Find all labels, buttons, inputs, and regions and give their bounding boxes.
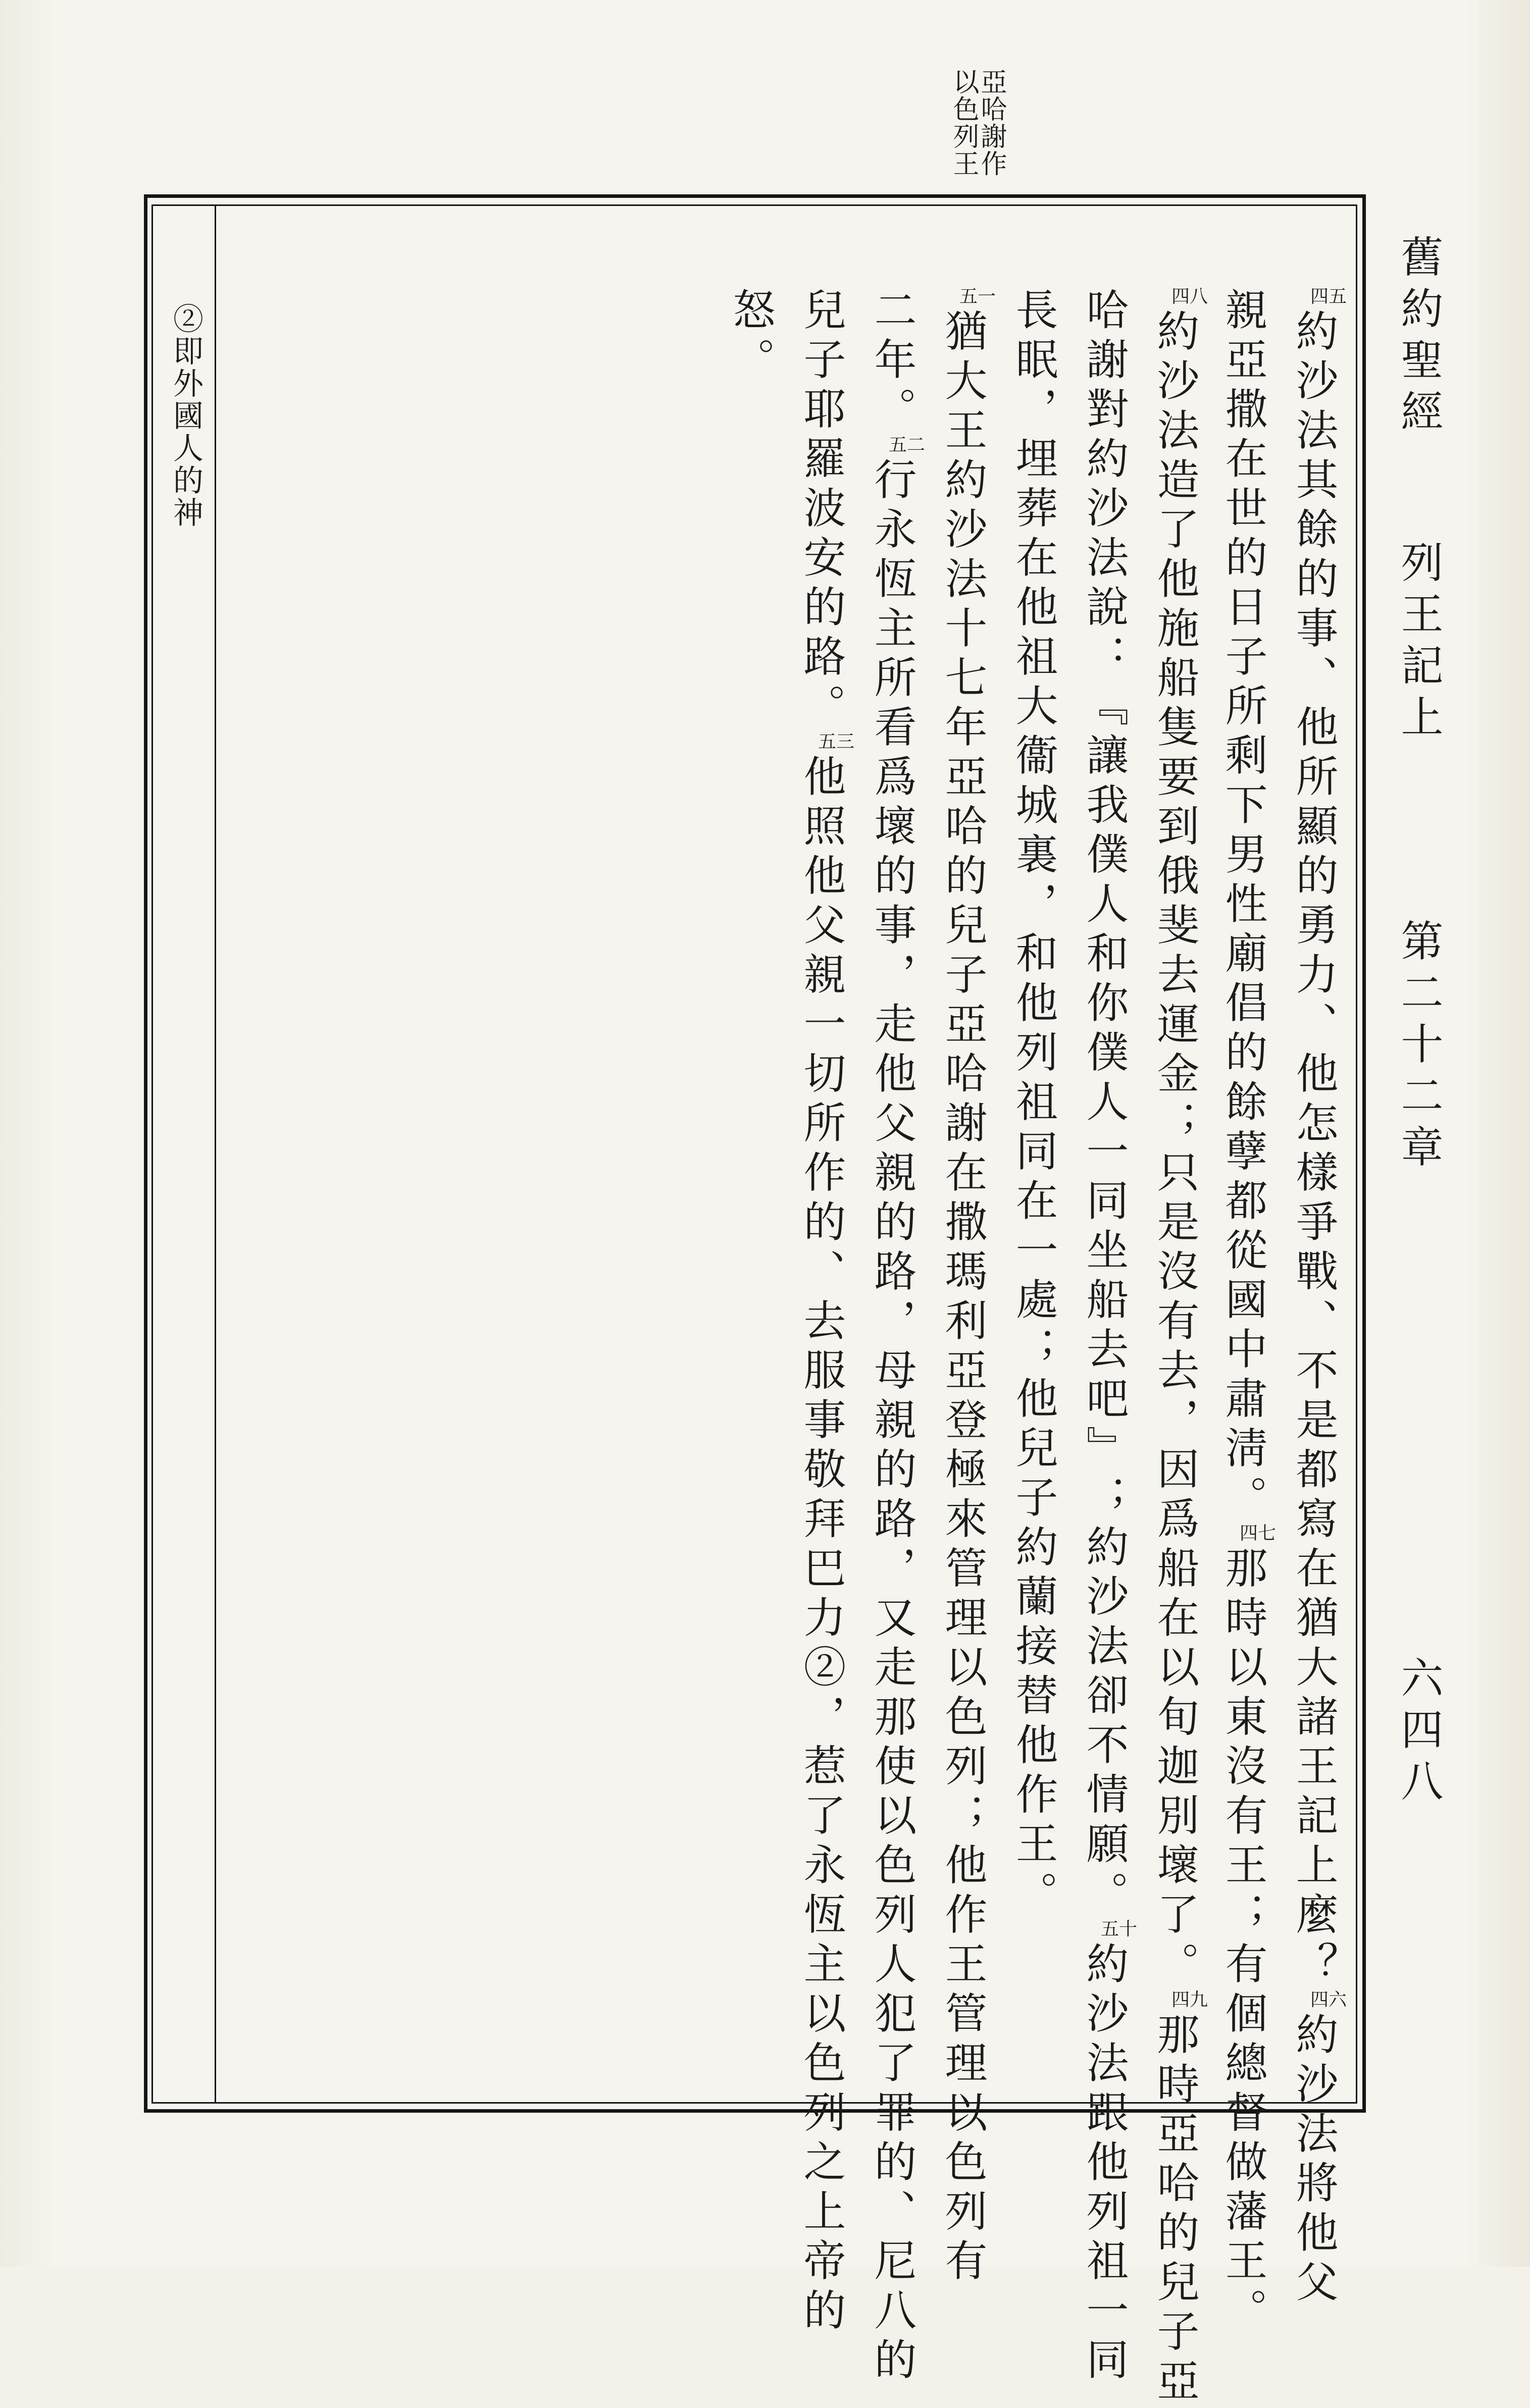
verse-text: 二年。 xyxy=(868,288,917,436)
verse-text: 約沙法其餘的事、他所顯的勇力、他怎樣爭戰、不是都寫在猶大諸王記上麼？ xyxy=(1289,309,1339,1991)
verse-text: 他照他父親一切所作的、去服事敬拜巴力②，惹了永恆主以色列之上帝的 xyxy=(797,754,846,2337)
verse-number: 四八 xyxy=(1171,286,1208,307)
verse-number: 五二 xyxy=(889,435,926,455)
text-column xyxy=(1150,286,1208,2408)
book-name: 列王記上 xyxy=(1394,540,1444,746)
verse-number: 四六 xyxy=(1310,1990,1347,2010)
text-column xyxy=(868,288,926,2387)
verse-number: 四七 xyxy=(1240,1523,1277,1544)
text-column xyxy=(1218,288,1277,2337)
verse-text: 怒。 xyxy=(726,288,776,387)
verse-number: 四五 xyxy=(1310,286,1347,307)
verse-number: 五十 xyxy=(1101,1919,1138,1940)
text-column xyxy=(726,288,776,387)
verse-text: 那時以東沒有王；有個總督做藩王。 xyxy=(1218,1546,1268,2337)
verse-number: 四九 xyxy=(1171,1990,1208,2010)
text-column xyxy=(938,286,996,2288)
text-column xyxy=(1009,288,1058,1920)
text-column xyxy=(1080,288,1138,2387)
chapter-label: 第二十二章 xyxy=(1394,919,1444,1176)
verse-number: 五三 xyxy=(818,731,855,752)
verse-text: 猶大王約沙法十七年亞哈的兒子亞哈謝在撒瑪利亞登極來管理以色列；他作王管理以色列有 xyxy=(938,309,988,2288)
verse-text: 那時亞哈的兒子亞 xyxy=(1150,2012,1200,2408)
section-note-line-2: 以色列王 xyxy=(948,68,979,177)
verse-text: 約沙法造了他施船隻要到俄斐去運金；只是沒有去，因爲船在以旬迦別壞了。 xyxy=(1150,309,1200,1991)
footnote-divider xyxy=(215,204,216,2104)
verse-text: 哈謝對約沙法說：『讓我僕人和你僕人一同坐船去吧』；約沙法卻不情願。 xyxy=(1080,288,1129,1920)
verse-number: 五一 xyxy=(959,286,996,307)
running-title: 舊約聖經 xyxy=(1394,235,1444,441)
page-number: 六四八 xyxy=(1394,1656,1444,1810)
verse-text: 約沙法將他父 xyxy=(1289,2012,1339,2309)
verse-text: 約沙法跟他列祖一同 xyxy=(1080,1942,1129,2387)
verse-text: 兒子耶羅波安的路。 xyxy=(797,288,846,733)
verse-text: 親亞撒在世的日子所剩下男性廟倡的餘孽都從國中肅淸。 xyxy=(1218,288,1268,1525)
verse-text: 長眠，埋葬在他祖大衞城裏，和他列祖同在一處；他兒子約蘭接替他作王。 xyxy=(1009,288,1058,1920)
section-note-line-1: 亞哈謝作 xyxy=(976,68,1006,177)
verse-text: 行永恆主所看爲壞的事，走他父親的路，母親的路，又走那使以色列人犯了罪的、尼八的 xyxy=(868,457,917,2387)
text-column xyxy=(797,288,855,2337)
text-column xyxy=(1289,286,1347,2309)
footnote: ②即外國人的神 xyxy=(168,303,203,529)
